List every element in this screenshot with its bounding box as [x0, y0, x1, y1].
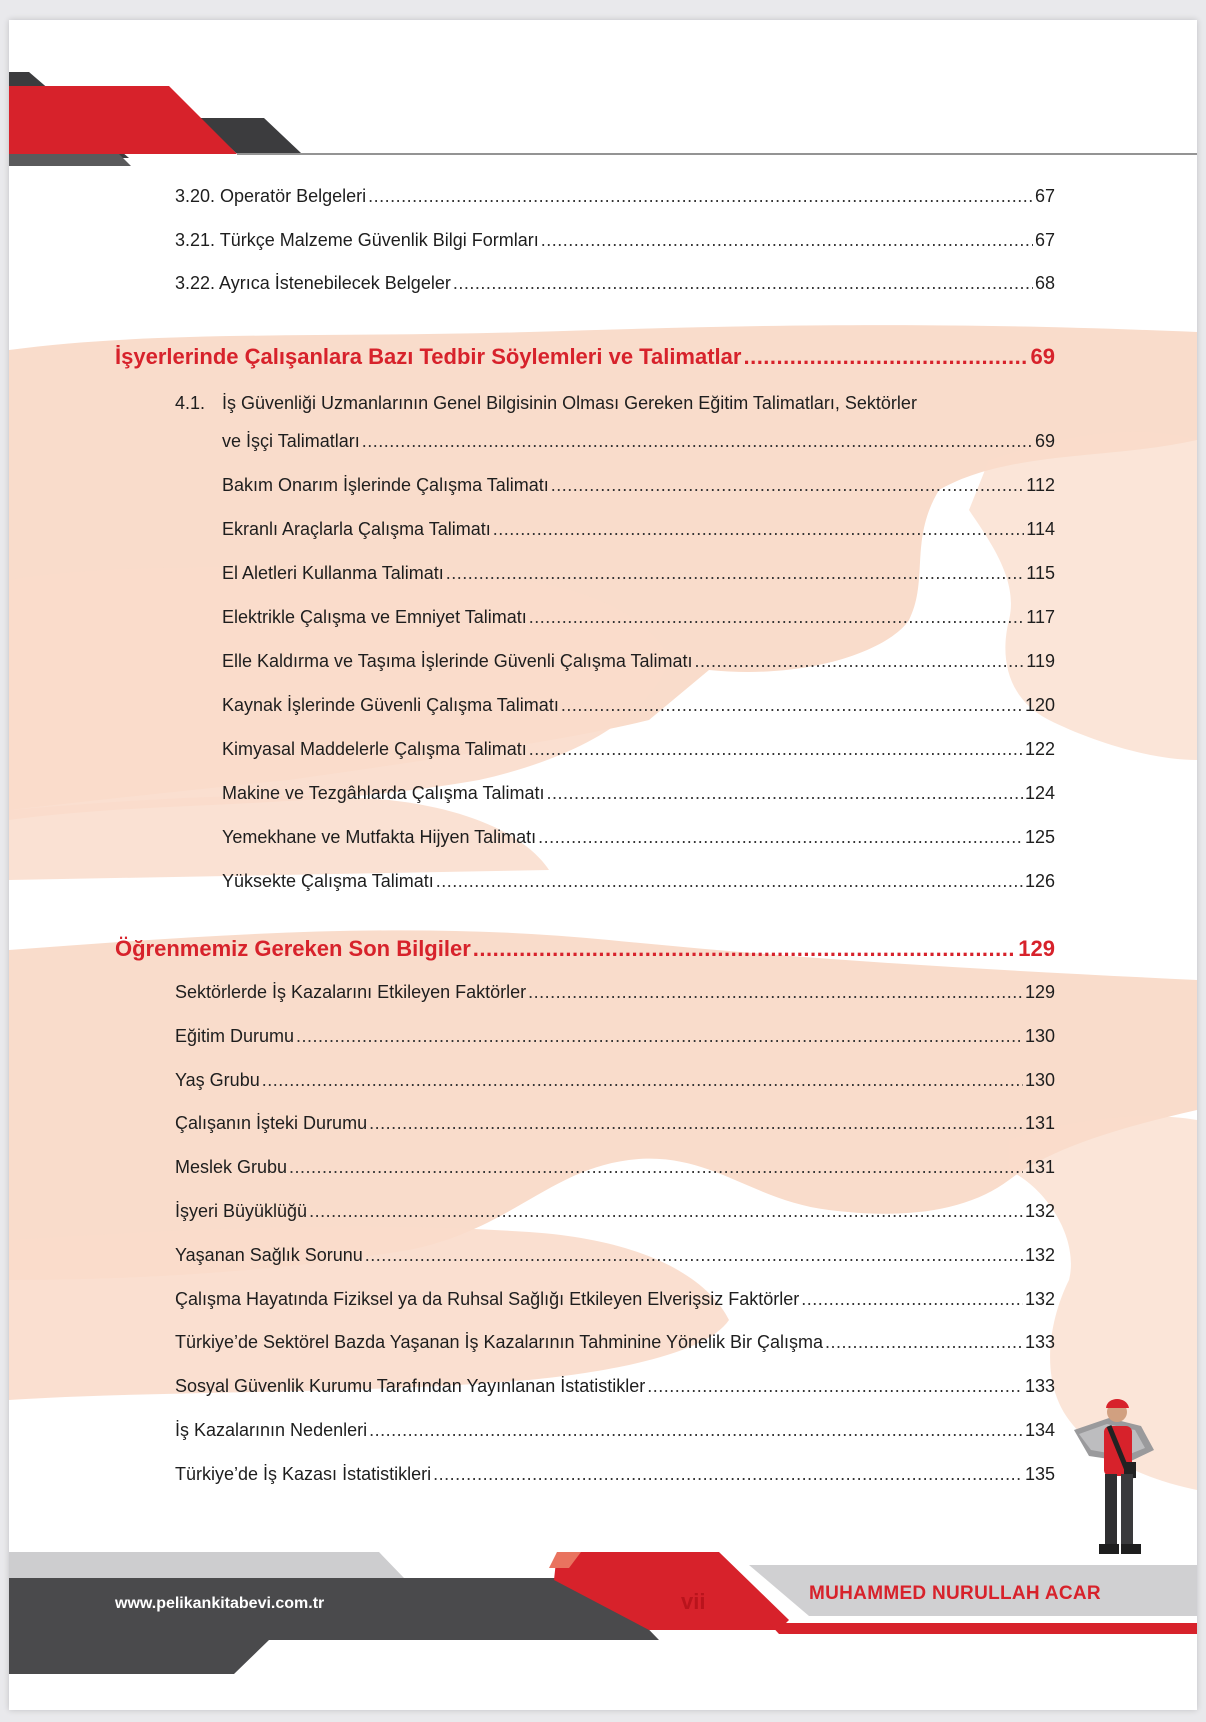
toc-entry-page: 132: [1024, 1201, 1055, 1221]
toc-entry-title: Sektörlerde İş Kazalarını Etkileyen Faktörler: [175, 982, 527, 1002]
toc-entry[interactable]: [175, 1200, 1055, 1222]
toc-entry[interactable]: [175, 185, 1055, 207]
dot-leader: [528, 981, 1023, 1003]
toc-entry[interactable]: [222, 738, 1055, 760]
dot-leader: [262, 1069, 1023, 1091]
dot-leader: [453, 272, 1033, 294]
toc-entry-page: 124: [1024, 783, 1055, 803]
dot-leader: [309, 1200, 1023, 1222]
toc-entry[interactable]: [222, 870, 1055, 892]
toc-entry[interactable]: [175, 1025, 1055, 1047]
toc-entry-title: Çalışanın İşteki Durumu: [175, 1113, 368, 1134]
dot-leader: [551, 474, 1025, 496]
toc-entry-page: 112: [1026, 475, 1055, 495]
toc-entry-page: 132: [1024, 1288, 1055, 1309]
toc-entry-page: 120: [1024, 695, 1055, 715]
toc-entry-page: 131: [1024, 1157, 1055, 1178]
chapter-title: Öğrenmemiz Gereken Son Bilgiler: [115, 936, 471, 961]
toc-entry-title: Bakım Onarım İşlerinde Çalışma Talimatı: [222, 475, 549, 495]
toc-entry-page: 132: [1024, 1244, 1055, 1265]
dot-leader: [695, 650, 1025, 672]
toc-entry-title: Makine ve Tezgâhlarda Çalışma Talimatı: [222, 783, 545, 803]
publisher-website[interactable]: www.pelikankitabevi.com.tr: [115, 1595, 325, 1612]
dot-leader: [541, 229, 1033, 251]
toc-entry-page: 122: [1024, 739, 1055, 759]
toc-entry-page: 135: [1024, 1463, 1055, 1484]
toc-entry[interactable]: [222, 518, 1055, 540]
toc-entry-page: 130: [1024, 1025, 1055, 1046]
page-number: vii: [681, 1589, 706, 1614]
toc-entry-title: Sosyal Güvenlik Kurumu Tarafından Yayınlanan İstatistikler: [175, 1376, 646, 1397]
dot-leader: [362, 430, 1033, 452]
toc-chapter-heading[interactable]: [115, 936, 1055, 962]
toc-entry[interactable]: [175, 1463, 1055, 1485]
dot-leader: [825, 1331, 1023, 1353]
chapter-title: İşyerlerinde Çalışanlara Bazı Tedbir Söylemleri ve Talimatlar: [115, 344, 742, 369]
toc-entry-title: Yaş Grubu: [175, 1069, 260, 1090]
toc-entry[interactable]: [222, 650, 1055, 672]
footer-decoration: [9, 1540, 1197, 1710]
toc-entry-title: Kaynak İşlerinde Güvenli Çalışma Talimatı: [222, 695, 559, 715]
toc-entry-page: 119: [1026, 651, 1055, 671]
toc-entry[interactable]: [175, 1156, 1055, 1178]
toc-entry[interactable]: [222, 562, 1055, 584]
chapter-page: 129: [1018, 936, 1055, 961]
dot-leader: [296, 1025, 1023, 1047]
toc-entry-page: 114: [1026, 519, 1055, 539]
toc-entry-title: 3.20. Operatör Belgeleri: [175, 186, 367, 206]
toc-entry[interactable]: [222, 694, 1055, 716]
dot-leader: [529, 606, 1025, 628]
chapter-page: 69: [1030, 344, 1055, 369]
toc-entry-page: 125: [1024, 827, 1055, 847]
dot-leader: [743, 344, 1028, 370]
toc-entry-page: 126: [1024, 871, 1055, 891]
section-number: 4.1.: [175, 393, 206, 413]
toc-entry-title: Kimyasal Maddelerle Çalışma Talimatı: [222, 739, 527, 759]
toc-entry-page: 115: [1026, 563, 1055, 583]
toc-entry-page: 129: [1024, 982, 1055, 1002]
dot-leader: [493, 518, 1025, 540]
toc-entry-title: Türkiye’de İş Kazası İstatistikleri: [175, 1463, 432, 1484]
table-of-contents: [9, 20, 1197, 1710]
section-title-line1[interactable]: İş Güvenliği Uzmanlarının Genel Bilgisinin Olması Gereken Eğitim Talimatları, Sektörler: [222, 393, 917, 413]
dot-leader: [473, 936, 1017, 962]
toc-entry-page: 133: [1024, 1332, 1055, 1353]
dot-leader: [801, 1288, 1023, 1310]
author-name: MUHAMMED NURULLAH ACAR: [809, 1583, 1101, 1604]
toc-entry[interactable]: [175, 1375, 1055, 1397]
toc-entry-title: Elle Kaldırma ve Taşıma İşlerinde Güvenli Çalışma Talimatı: [222, 651, 693, 671]
dot-leader: [647, 1375, 1023, 1397]
toc-entry[interactable]: [222, 782, 1055, 804]
toc-entry-title: El Aletleri Kullanma Talimatı: [222, 563, 444, 583]
toc-entry-title: İşyeri Büyüklüğü: [175, 1201, 308, 1221]
toc-entry-page: 68: [1034, 273, 1055, 293]
toc-entry-page: 133: [1024, 1376, 1055, 1397]
toc-entry[interactable]: [175, 981, 1055, 1003]
dot-leader: [365, 1244, 1023, 1266]
dot-leader: [436, 870, 1023, 892]
toc-entry-page: 67: [1034, 230, 1055, 250]
toc-entry-title: Türkiye’de Sektörel Bazda Yaşanan İş Kazalarının Tahminine Yönelik Bir Çalışma: [175, 1332, 824, 1353]
dot-leader: [547, 782, 1023, 804]
toc-entry-title: Çalışma Hayatında Fiziksel ya da Ruhsal Sağlığı Etkileyen Elverişsiz Faktörler: [175, 1288, 800, 1309]
toc-entry-title: İş Kazalarının Nedenleri: [175, 1420, 368, 1440]
toc-entry-title: Yemekhane ve Mutfakta Hijyen Talimatı: [222, 827, 537, 847]
toc-entry[interactable]: [175, 229, 1055, 251]
toc-entry-title: Yüksekte Çalışma Talimatı: [222, 871, 434, 891]
dot-leader: [289, 1156, 1023, 1178]
toc-entry-title: Elektrikle Çalışma ve Emniyet Talimatı: [222, 607, 527, 627]
toc-entry[interactable]: [222, 430, 1055, 452]
dot-leader: [368, 185, 1033, 207]
toc-entry-page: 130: [1024, 1069, 1055, 1090]
toc-entry-page: 134: [1024, 1420, 1055, 1440]
toc-entry[interactable]: [175, 1069, 1055, 1091]
dot-leader: [538, 826, 1023, 848]
dot-leader: [433, 1463, 1023, 1485]
toc-entry[interactable]: [175, 1244, 1055, 1266]
toc-entry-title: Eğitim Durumu: [175, 1025, 295, 1046]
toc-entry-title: 3.21. Türkçe Malzeme Güvenlik Bilgi Formları: [175, 230, 539, 250]
toc-entry[interactable]: [175, 1288, 1055, 1310]
toc-entry-title: 3.22. Ayrıca İstenebilecek Belgeler: [175, 273, 451, 293]
section-title-line2: ve İşçi Talimatları: [222, 431, 360, 451]
toc-entry-page: 69: [1034, 431, 1055, 451]
dot-leader: [529, 738, 1023, 760]
toc-entry[interactable]: [175, 272, 1055, 294]
worker-illustration: [1069, 1390, 1159, 1590]
dot-leader: [446, 562, 1025, 584]
dot-leader: [369, 1419, 1023, 1441]
toc-entry-page: 67: [1034, 186, 1055, 206]
dot-leader: [369, 1112, 1023, 1134]
toc-entry-page: 131: [1024, 1113, 1055, 1134]
toc-entry[interactable]: [222, 606, 1055, 628]
dot-leader: [561, 694, 1023, 716]
toc-entry-page: 117: [1026, 607, 1055, 627]
toc-entry-title: Yaşanan Sağlık Sorunu: [175, 1244, 363, 1265]
toc-entry-title: Ekranlı Araçlarla Çalışma Talimatı: [222, 519, 491, 539]
toc-entry[interactable]: [175, 1112, 1055, 1134]
toc-entry[interactable]: [175, 1331, 1055, 1353]
toc-entry-title: Meslek Grubu: [175, 1157, 288, 1178]
toc-chapter-heading[interactable]: [115, 344, 1055, 370]
book-page: [9, 20, 1197, 1710]
toc-entry[interactable]: [222, 474, 1055, 496]
toc-entry[interactable]: [175, 1419, 1055, 1441]
toc-entry[interactable]: [222, 826, 1055, 848]
